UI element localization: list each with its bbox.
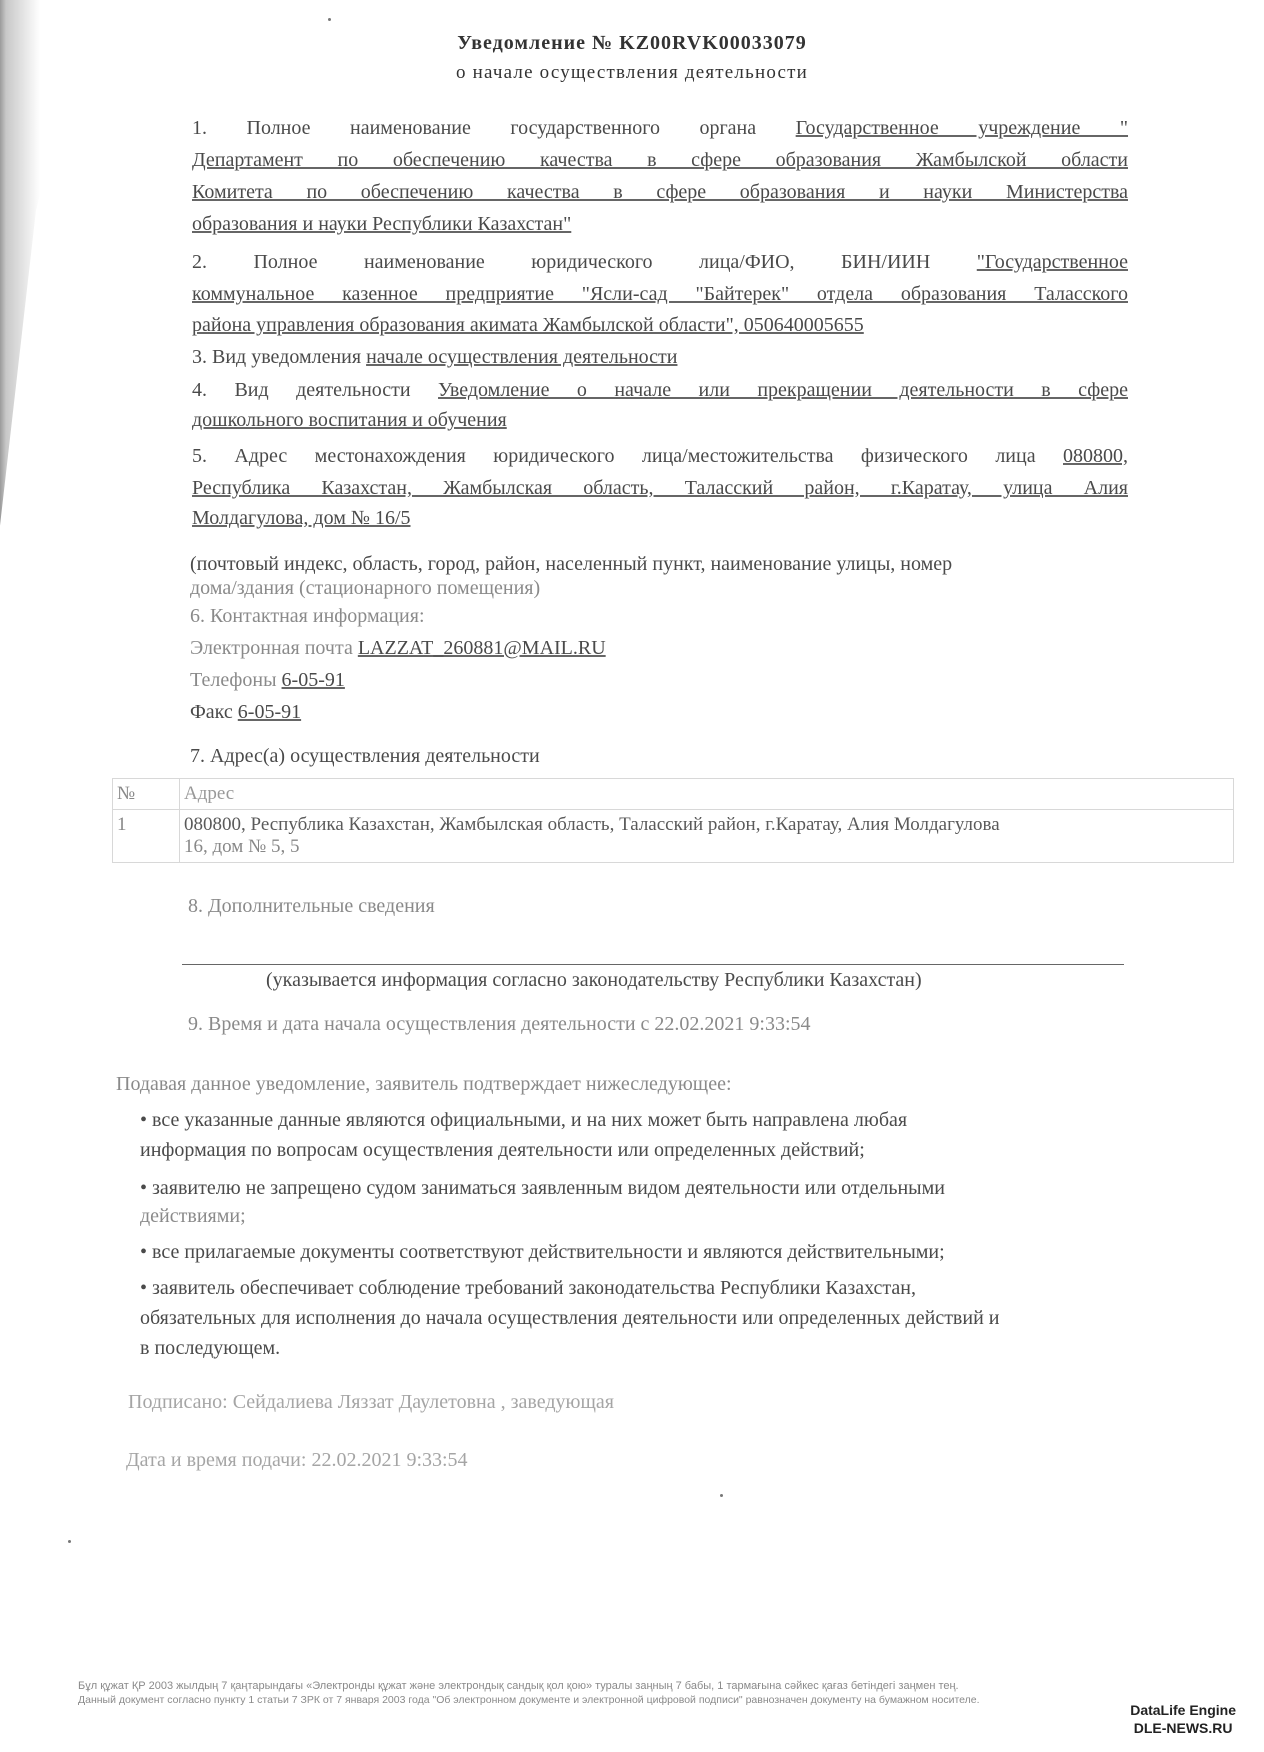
fax-label: Факс — [190, 701, 238, 723]
item-1-line-4: образования и науки Республики Казахстан" — [192, 213, 572, 235]
signed-by: Подписано: Сейдалиева Ляззат Даулетовна , заведующая — [128, 1391, 614, 1413]
item-5-line-2: Республика Казахстан, Жамбылская область, Таласский район, г.Каратау, улица Алия — [192, 477, 1128, 499]
document-subtitle: о начале осуществления деятельности — [455, 62, 809, 83]
contact-phone-row — [190, 668, 345, 692]
watermark-line-1: DataLife Engine — [1130, 1702, 1236, 1718]
item-1-label: 1. Полное наименование государственного органа — [192, 117, 796, 139]
watermark-line-2: DLE-NEWS.RU — [1133, 1720, 1233, 1736]
contact-email-row — [190, 636, 606, 660]
item-5-label: 5. Адрес местонахождения юридического лица/местожительства физического лица — [192, 445, 1063, 467]
item-2-line-1 — [192, 250, 1128, 274]
item-3-line — [192, 345, 677, 369]
item-5-value: 080800, — [1063, 445, 1128, 467]
row-address-line-2: 16, дом № 5, 5 — [184, 836, 300, 857]
item-5-line-3: Молдагулова, дом № 16/5 — [192, 507, 411, 529]
item-8-note: (указывается информация согласно законодательству Республики Казахстан) — [266, 969, 922, 991]
address-note-line-2: дома/здания (стационарного помещения) — [190, 577, 541, 599]
scan-speck — [328, 18, 331, 21]
confirm-bullet-4-line-1: • заявитель обеспечивает соблюдение требований законодательства Республики Казахстан, — [140, 1277, 916, 1299]
item-9-text: 9. Время и дата начала осуществления деятельности с 22.02.2021 9:33:54 — [188, 1013, 811, 1035]
row-address-line-1: 080800, Республика Казахстан, Жамбылская область, Таласский район, г.Каратау, Алия Молдагулова — [184, 814, 1000, 835]
phone-label: Телефоны — [190, 669, 282, 691]
confirm-bullet-3: • все прилагаемые документы соответствуют действительности и являются действительными; — [140, 1241, 945, 1263]
item-5-line-1 — [192, 444, 1128, 468]
confirm-intro: Подавая данное уведомление, заявитель подтверждает нижеследующее: — [116, 1073, 732, 1095]
confirm-bullet-2-line-1: • заявителю не запрещено судом заниматься заявленным видом деятельности или отдельными — [140, 1177, 945, 1199]
address-note-line-1: (почтовый индекс, область, город, район, населенный пункт, наименование улицы, номер — [190, 553, 953, 575]
additional-info-line — [182, 964, 1124, 965]
confirm-bullet-1-line-1: • все указанные данные являются официальными, и на них может быть направлена любая — [140, 1109, 908, 1131]
item-4-value: Уведомление о начале или прекращении деятельности в сфере — [438, 379, 1128, 401]
submission-datetime: Дата и время подачи: 22.02.2021 9:33:54 — [126, 1449, 468, 1471]
table-row — [113, 810, 1234, 863]
row-number: 1 — [113, 810, 180, 863]
item-7-heading: 7. Адрес(а) осуществления деятельности — [190, 745, 540, 767]
scan-edge-shadow — [0, 0, 90, 1752]
item-2-value: "Государственное — [976, 251, 1128, 273]
item-3-value: начале осуществления деятельности — [366, 346, 678, 368]
item-2-line-2: коммунальное казенное предприятие "Ясли-сад "Байтерек" отдела образования Таласского — [192, 283, 1128, 305]
contact-fax-row — [190, 700, 301, 724]
scan-speck — [68, 1540, 71, 1543]
confirm-bullet-4-line-3: в последующем. — [140, 1337, 281, 1359]
item-1-line-3: Комитета по обеспечению качества в сфере образования и науки Министерства — [192, 181, 1128, 203]
watermark — [1130, 1701, 1236, 1737]
item-1-line-1 — [192, 116, 1128, 140]
confirm-bullet-1-line-2: информация по вопросам осуществления деятельности или определенных действий; — [140, 1139, 865, 1161]
item-8-heading: 8. Дополнительные сведения — [188, 895, 435, 917]
confirm-bullet-4-line-2: обязательных для исполнения до начала осуществления деятельности или определенных действий и — [140, 1307, 1000, 1329]
item-4-line-1 — [192, 378, 1128, 402]
footer-legal-ru: Данный документ согласно пункту 1 статьи 7 ЗРК от 7 января 2003 года "Об электронном документе и электронной цифровой подписи" равнозначен документу на бумажном носителе. — [78, 1694, 980, 1706]
table-header-row — [113, 779, 1234, 810]
footer-legal-kz: Бұл құжат ҚР 2003 жылдың 7 қаңтарындағы «Электронды құжат және электрондық сандық қол қою» туралы заңның 7 бабы, 1 тармағына сәйкес қағаз бетіндегі заңмен тең. — [78, 1680, 959, 1692]
col-header-address: Адрес — [180, 779, 1234, 810]
item-6-heading: 6. Контактная информация: — [190, 605, 425, 627]
item-4-label: 4. Вид деятельности — [192, 379, 439, 401]
col-header-number: № — [113, 779, 180, 810]
confirm-bullet-2-line-2: действиями; — [140, 1205, 246, 1227]
document-title: Уведомление № KZ00RVK00033079 — [457, 32, 807, 54]
item-4-line-2: дошкольного воспитания и обучения — [192, 409, 507, 431]
row-address — [180, 810, 1234, 863]
fax-value: 6-05-91 — [237, 701, 302, 723]
email-label: Электронная почта — [190, 637, 358, 659]
phone-value: 6-05-91 — [281, 669, 345, 691]
item-2-label: 2. Полное наименование юридического лица/ФИО, БИН/ИИН — [192, 251, 977, 273]
email-value: LAZZAT_260881@MAIL.RU — [357, 637, 606, 659]
item-1-value: Государственное учреждение " — [795, 117, 1129, 139]
item-3-label: 3. Вид уведомления — [192, 346, 367, 368]
scan-speck — [720, 1494, 723, 1497]
activity-address-table — [112, 778, 1234, 863]
item-1-line-2: Департамент по обеспечению качества в сфере образования Жамбылской области — [192, 149, 1128, 171]
item-2-line-3: района управления образования акимата Жамбылской области", 050640005655 — [192, 314, 864, 336]
